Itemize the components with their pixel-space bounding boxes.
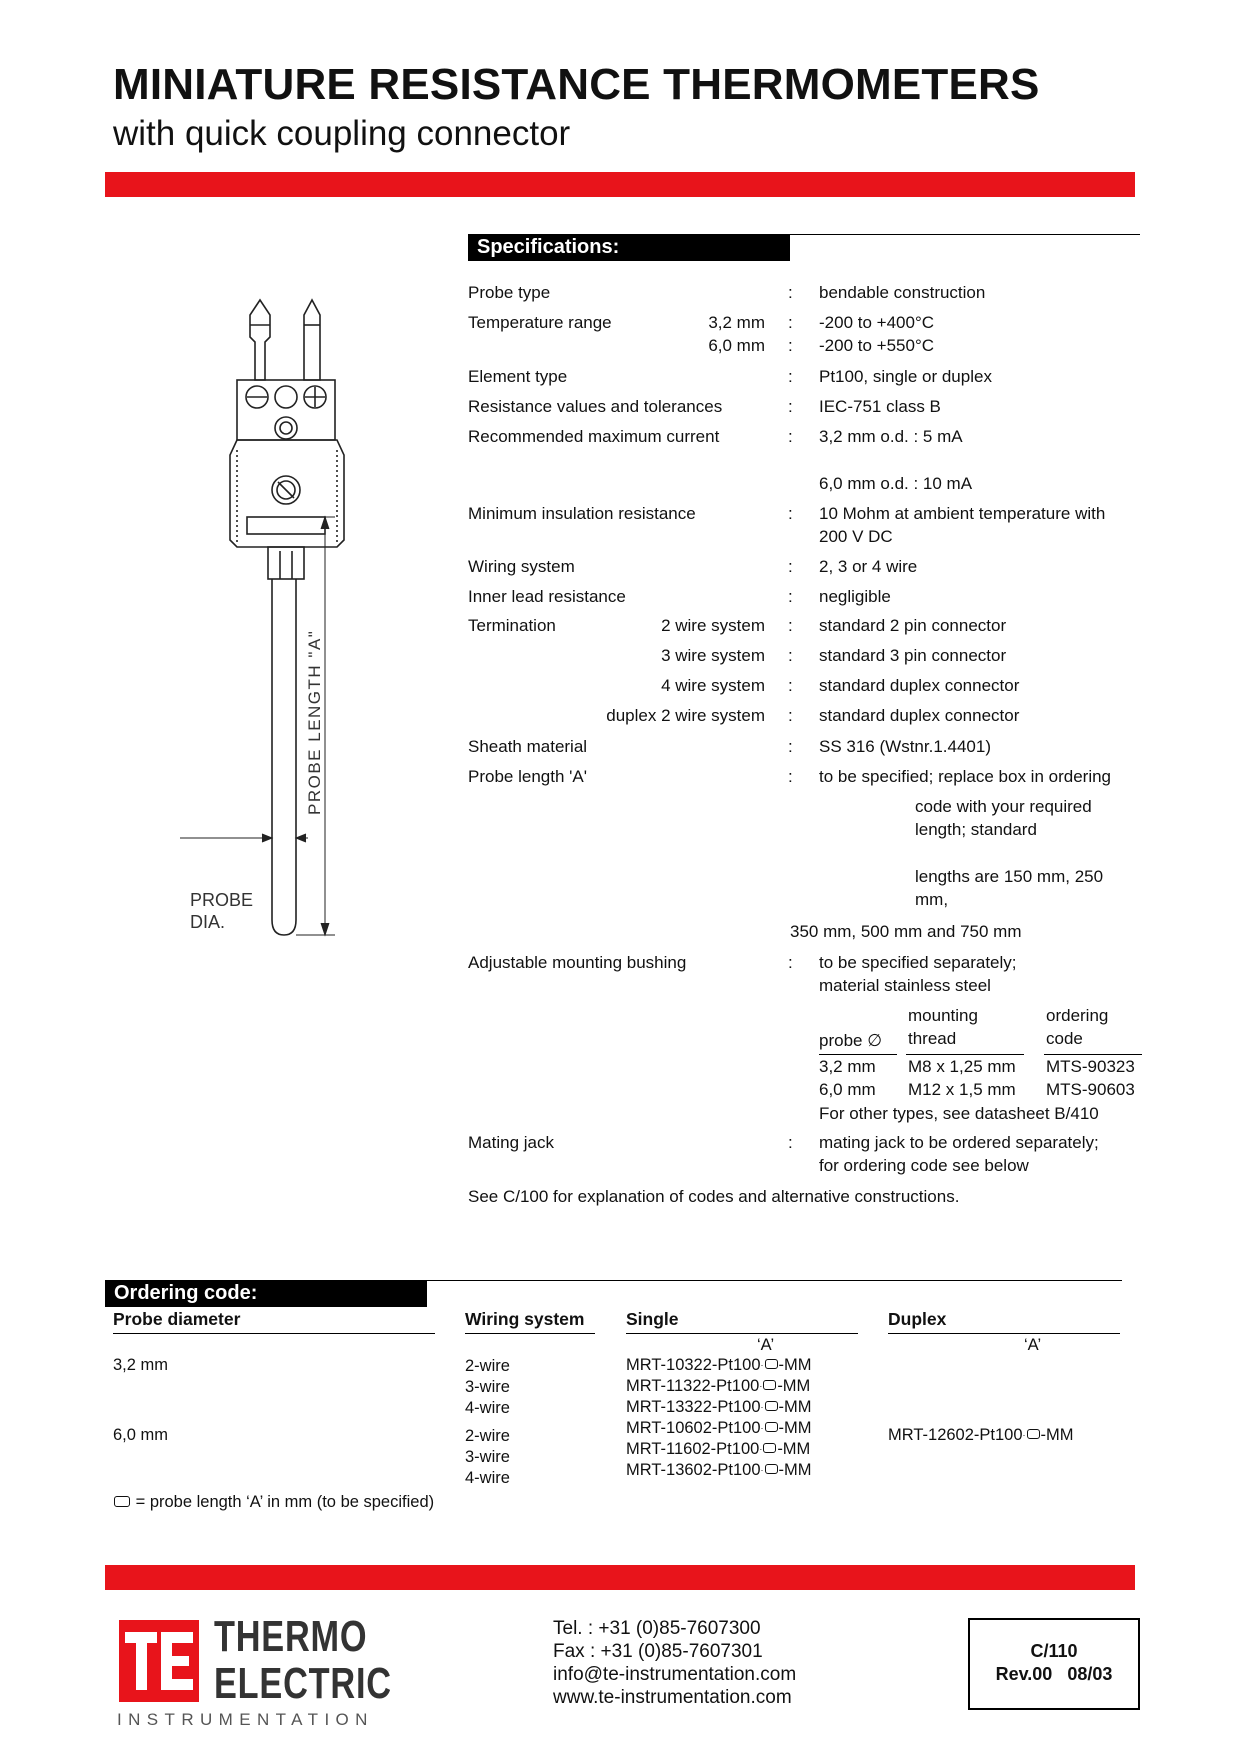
doc-code: C/110 — [1030, 1641, 1078, 1661]
bushing-note: For other types, see datasheet B/410 — [819, 1104, 1099, 1123]
wiring-option: 2-wire — [465, 1357, 510, 1375]
screw-plain-icon — [275, 386, 297, 408]
page-subtitle: with quick coupling connector — [113, 114, 571, 153]
order-code-single: MRT-11322-Pt100· -MM — [626, 1377, 811, 1395]
length-box-icon — [765, 1422, 778, 1432]
col-probe-diameter: Probe diameter — [113, 1309, 241, 1329]
diameter-6-0: 6,0 mm — [113, 1426, 169, 1444]
top-red-bar — [105, 172, 1135, 197]
footer-email[interactable]: info@te-instrumentation.com — [553, 1664, 797, 1685]
order-code-single: MRT-13602-Pt100· -MM — [626, 1461, 812, 1479]
wiring-option: 4-wire — [465, 1469, 510, 1487]
connector-pin-left — [250, 300, 270, 380]
length-box-icon — [765, 1401, 778, 1411]
bushing-row-probe: 6,0 mm — [819, 1080, 876, 1099]
bushing-row-probe: 3,2 mm — [819, 1057, 876, 1076]
length-box-icon — [1027, 1429, 1040, 1439]
probe-dia-label-1: PROBE — [190, 890, 254, 910]
logo-instrumentation: INSTRUMENTATION — [117, 1710, 374, 1729]
diameter-3-2: 3,2 mm — [113, 1356, 169, 1374]
bushing-row-thread: M12 x 1,5 mm — [908, 1080, 1016, 1099]
length-box-icon — [765, 1359, 778, 1369]
footer-website[interactable]: www.te-instrumentation.com — [553, 1687, 792, 1708]
col-duplex: Duplex — [888, 1309, 947, 1329]
document-stamp — [968, 1618, 1140, 1710]
order-code-single: MRT-13322-Pt100· -MM — [626, 1398, 812, 1416]
length-box-icon — [763, 1380, 776, 1390]
page-title: MINIATURE RESISTANCE THERMOMETERS — [113, 60, 1040, 109]
logo-electric: ELECTRIC — [214, 1659, 392, 1708]
wiring-option: 4-wire — [465, 1399, 510, 1417]
doc-revision: Rev.00 08/03 — [995, 1664, 1113, 1684]
probe-dia-label-2: DIA. — [190, 912, 226, 932]
connector-head — [237, 380, 335, 440]
single-a-mark: ‘A’ — [757, 1336, 775, 1354]
bottom-red-bar — [105, 1565, 1135, 1590]
col-single: Single — [626, 1309, 679, 1329]
bushing-row-thread: M8 x 1,25 mm — [908, 1057, 1016, 1076]
specifications-heading: Specifications: — [468, 234, 790, 261]
ordering-rule — [427, 1280, 1122, 1281]
label-plate — [247, 517, 325, 534]
footer-fax: Fax : +31 (0)85-7607301 — [553, 1641, 763, 1662]
length-box-icon — [765, 1464, 778, 1474]
length-box-icon — [763, 1443, 776, 1453]
logo-thermo: THERMO — [214, 1612, 368, 1661]
probe-length-label: PROBE LENGTH "A" — [305, 629, 324, 815]
length-box-icon — [114, 1496, 130, 1507]
te-logo-icon — [119, 1620, 199, 1702]
wiring-option: 3-wire — [465, 1448, 510, 1466]
duplex-a-mark: ‘A’ — [1024, 1336, 1042, 1354]
probe-drawing — [180, 285, 380, 1065]
see-note: See C/100 for explanation of codes and alternative constructions. — [468, 1187, 960, 1206]
probe-sheath — [272, 579, 296, 935]
bushing-row-code: MTS-90323 — [1046, 1057, 1135, 1076]
wiring-option: 3-wire — [465, 1378, 510, 1396]
wiring-option: 2-wire — [465, 1427, 510, 1445]
strain-relief — [268, 547, 304, 579]
ordering-heading: Ordering code: — [105, 1280, 427, 1307]
order-code-duplex: MRT-12602-Pt100· -MM — [888, 1426, 1074, 1444]
order-code-single: MRT-10322-Pt100· -MM — [626, 1356, 812, 1374]
footer-tel: Tel. : +31 (0)85-7607300 — [553, 1618, 761, 1639]
connector-pin-right — [304, 300, 320, 380]
col-wiring-system: Wiring system — [465, 1309, 585, 1329]
box-legend: = probe length ‘A’ in mm (to be specified) — [113, 1492, 434, 1513]
bushing-row-code: MTS-90603 — [1046, 1080, 1135, 1099]
specifications-rule — [790, 234, 1140, 235]
order-code-single: MRT-10602-Pt100· -MM — [626, 1419, 812, 1437]
order-code-single: MRT-11602-Pt100· -MM — [626, 1440, 811, 1458]
